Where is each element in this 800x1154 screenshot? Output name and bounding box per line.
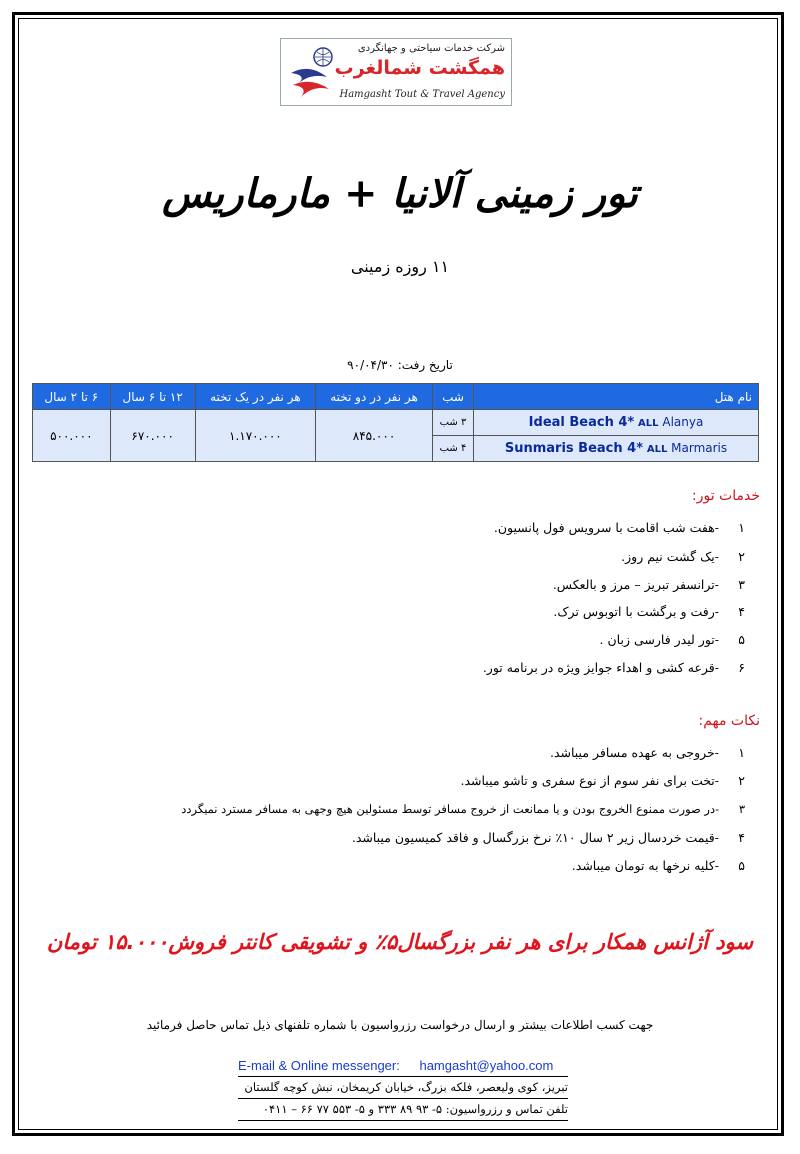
item-number: ۲ — [738, 773, 745, 788]
hotel-name: Ideal Beach 4* — [528, 415, 635, 430]
tour-duration: ۱۱ روزه زمینی — [350, 257, 450, 276]
hotel-city: Alanya — [662, 415, 704, 429]
item-text: -قرعه کشی و اهداء جوایز ویژه در برنامه تور. — [482, 660, 719, 675]
hotel-cell-alanya — [474, 410, 759, 436]
price-table — [32, 383, 759, 462]
divider — [238, 1076, 568, 1077]
item-number: ۴ — [738, 830, 745, 845]
item-text: -ترانسفر تبریز – مرز و بالعکس. — [552, 577, 719, 592]
nights-cell: ۳ شب — [433, 410, 474, 436]
email-line — [238, 1058, 568, 1073]
item-text: -قیمت خردسال زیر ۲ سال ۱۰٪ نرخ بزرگسال و فاقد کمیسیون میباشد. — [351, 830, 719, 845]
hotel-city: Marmaris — [671, 441, 728, 455]
list-item — [553, 604, 745, 619]
contact-note: جهت کسب اطلاعات بیشتر و ارسال درخواست رزرواسیون با شماره تلفنهای ذیل تماس حاصل فرمائید — [146, 1018, 654, 1032]
table-row — [33, 410, 759, 436]
hotel-board: ALL — [638, 418, 659, 429]
item-number: ۵ — [738, 858, 745, 873]
logo-name: همگشت شمالغرب — [334, 57, 505, 79]
services-title: خدمات تور: — [691, 488, 760, 504]
list-item — [572, 858, 745, 873]
hotel-board: ALL — [646, 444, 668, 455]
logo-subtitle: شرکت خدمات سیاحتی و جهانگردی — [357, 43, 505, 54]
price-child-2-6: ۵۰۰.۰۰۰ — [33, 410, 111, 462]
agency-logo — [280, 38, 512, 106]
header-single: هر نفر در یک تخته — [195, 384, 315, 410]
item-number: ۴ — [738, 604, 745, 619]
item-number: ۵ — [738, 632, 745, 647]
hotel-name: Sunmaris Beach 4* — [504, 441, 643, 456]
phone-numbers: تلفن تماس و رزرواسیون: ۵- ۹۳ ۸۹ ۳۳۳ و ۵- ۵۵۳ ۷۷ ۶۶ – ۰۴۱۱ — [262, 1102, 568, 1116]
list-item — [483, 660, 745, 675]
table-header-row — [33, 384, 759, 410]
departure-date: تاریخ رفت: ۹۰/۰۴/۳۰ — [347, 358, 453, 372]
nights-cell: ۴ شب — [433, 436, 474, 462]
item-number: ۲ — [738, 549, 745, 564]
list-item — [460, 773, 745, 788]
hotel-cell-marmaris — [474, 436, 759, 462]
divider — [238, 1120, 568, 1121]
notes-title: نکات مهم: — [698, 713, 760, 729]
item-text: -خروجی به عهده مسافر میباشد. — [549, 745, 719, 760]
header-child-2-6: ۶ تا ۲ سال — [33, 384, 111, 410]
agency-commission-promo: سود آژانس همکار برای هر نفر بزرگسال۵٪ و تشویقی کانتر فروش۱۵.۰۰۰ تومان — [46, 930, 754, 954]
list-item — [621, 549, 745, 564]
list-item — [181, 802, 745, 816]
item-text: -یک گشت نیم روز. — [621, 549, 719, 564]
item-text: -در صورت ممنوع الخروج بودن و یا ممانعت از خروج مسافر توسط مسئولین هیچ وجهی به مسافر مسترد نمیگردد — [181, 802, 719, 816]
price-single: ۱.۱۷۰.۰۰۰ — [195, 410, 315, 462]
divider — [238, 1098, 568, 1099]
email-address[interactable]: hamgasht@yahoo.com — [419, 1058, 554, 1073]
list-item — [352, 830, 745, 845]
header-hotel-name: نام هتل — [474, 384, 759, 410]
tour-title: تور زمینی آلانیا + مارماریس — [162, 170, 638, 217]
item-number: ۳ — [738, 577, 745, 592]
header-double: هر نفر در دو تخته — [316, 384, 433, 410]
item-number: ۱ — [738, 520, 745, 535]
item-text: -کلیه نرخها به تومان میباشد. — [571, 858, 719, 873]
header-nights: شب — [433, 384, 474, 410]
logo-english-name: Hamgasht Tout & Travel Agency — [339, 89, 505, 100]
item-text: -هفت شب اقامت با سرویس فول پانسیون. — [493, 520, 719, 535]
address: تبریز، کوی ولیعصر، فلکه بزرگ، خیابان کریمخان، نبش کوچه گلستان — [244, 1080, 568, 1094]
email-label: E-mail & Online messenger: — [238, 1058, 400, 1073]
item-number: ۱ — [738, 745, 745, 760]
item-text: -تخت برای نفر سوم از نوع سفری و تاشو میباشد. — [460, 773, 719, 788]
price-child-6-12: ۶۷۰.۰۰۰ — [110, 410, 195, 462]
list-item — [550, 745, 745, 760]
list-item — [494, 520, 745, 535]
price-double: ۸۴۵.۰۰۰ — [316, 410, 433, 462]
item-text: -رفت و برگشت با اتوبوس ترک. — [553, 604, 719, 619]
header-child-6-12: ۱۲ تا ۶ سال — [110, 384, 195, 410]
list-item — [553, 577, 745, 592]
list-item — [600, 632, 745, 647]
item-text: -تور لیدر فارسی زبان . — [599, 632, 719, 647]
item-number: ۳ — [738, 802, 745, 816]
item-number: ۶ — [738, 660, 745, 675]
